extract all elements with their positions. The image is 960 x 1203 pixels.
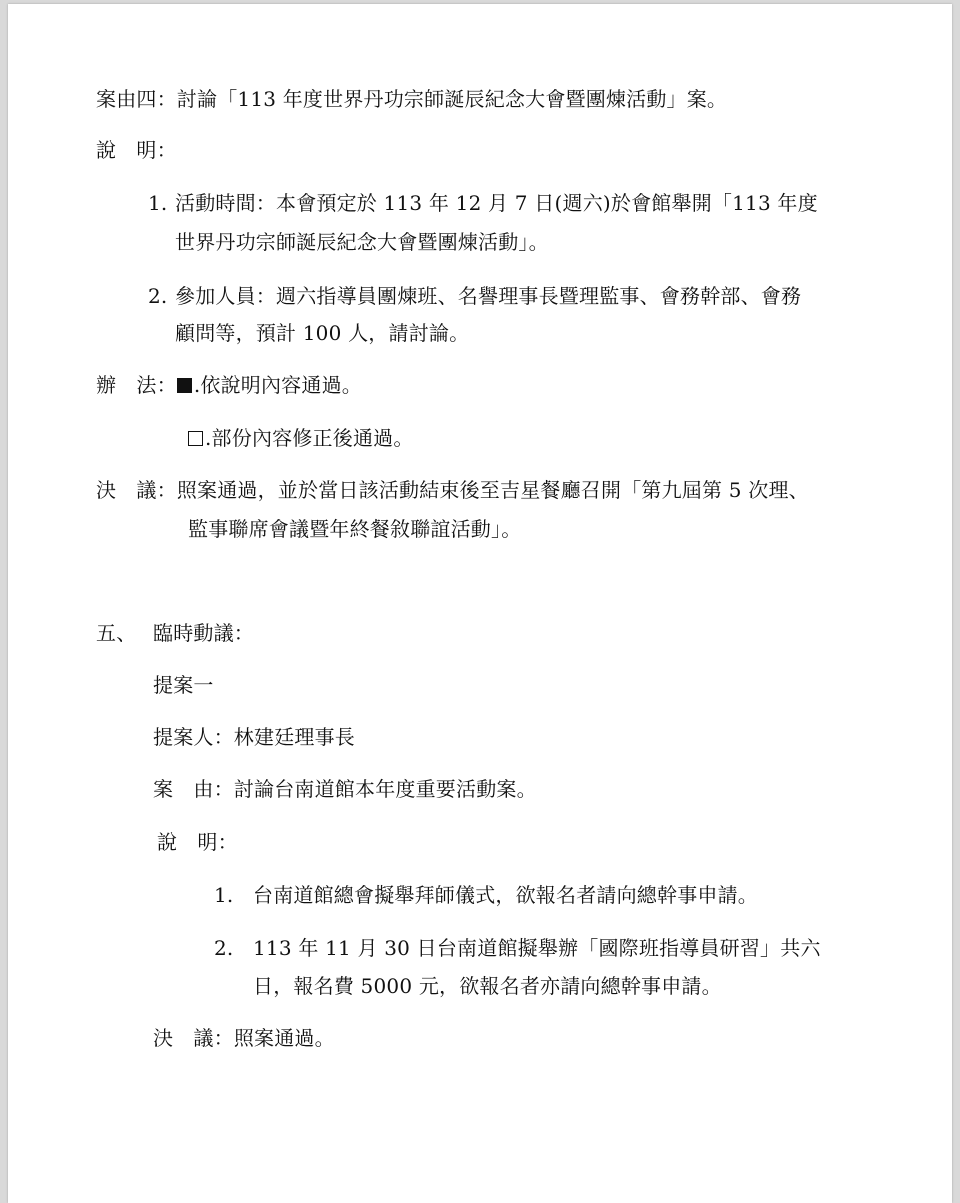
item-number: 1. xyxy=(214,883,234,907)
section-five-number: 五、 xyxy=(96,621,137,645)
explain-label: 說 明： xyxy=(96,138,177,162)
resolution-label: 決 議： xyxy=(96,478,177,502)
case-row xyxy=(153,777,537,801)
item-number: 2. xyxy=(148,284,168,308)
resolution-row xyxy=(153,1026,335,1050)
case-four-line: 案由四：討論「113 年度世界丹功宗師誕辰紀念大會暨團煉活動」案。 xyxy=(96,87,728,111)
item-text-continued: 日，報名費 5000 元，欲報名者亦請向總幹事申請。 xyxy=(253,974,722,998)
resolution-label: 決 議： xyxy=(153,1026,234,1050)
item-text: 參加人員：週六指導員團煉班、名譽理事長暨理監事、會務幹部、會務 xyxy=(175,284,802,308)
section-five-heading: 臨時動議： xyxy=(153,621,254,645)
resolution-text: 照案通過。 xyxy=(233,1026,335,1050)
proposal-title: 提案一 xyxy=(153,673,214,697)
explain-label: 說 明： xyxy=(157,830,238,854)
proposer-line: 提案人：林建廷理事長 xyxy=(153,725,355,749)
resolution-text: 照案通過，並於當日該活動結束後至吉星餐廳召開「第九屆第 5 次理、 xyxy=(176,478,809,502)
item-text-continued: 世界丹功宗師誕辰紀念大會暨團煉活動」。 xyxy=(175,230,549,254)
option-modify-text: .部份內容修正後通過。 xyxy=(205,426,414,450)
option-modify-row xyxy=(188,426,414,450)
option-approve-text: .依說明內容通過。 xyxy=(193,373,362,397)
resolution-text-continued: 監事聯席會議暨年終餐敘聯誼活動」。 xyxy=(188,517,522,541)
item-number: 2. xyxy=(214,936,234,960)
item-text: 台南道館總會擬舉拜師儀式，欲報名者請向總幹事申請。 xyxy=(253,883,758,907)
unchecked-box-icon xyxy=(188,431,203,446)
case-text: 討論台南道館本年度重要活動案。 xyxy=(233,777,537,801)
item-text: 活動時間：本會預定於 113 年 12 月 7 日(週六)於會館舉開「113 年度 xyxy=(175,191,818,215)
document-page xyxy=(8,4,952,1203)
checked-box-icon xyxy=(177,378,192,393)
method-row xyxy=(96,373,362,397)
item-text: 113 年 11 月 30 日台南道館擬舉辦「國際班指導員研習」共六 xyxy=(253,936,821,960)
item-text-continued: 顧問等，預計 100 人，請討論。 xyxy=(175,321,470,345)
item-number: 1. xyxy=(148,191,168,215)
method-label: 辦 法： xyxy=(96,373,177,397)
resolution-row xyxy=(96,478,809,502)
case-label: 案 由： xyxy=(153,777,234,801)
